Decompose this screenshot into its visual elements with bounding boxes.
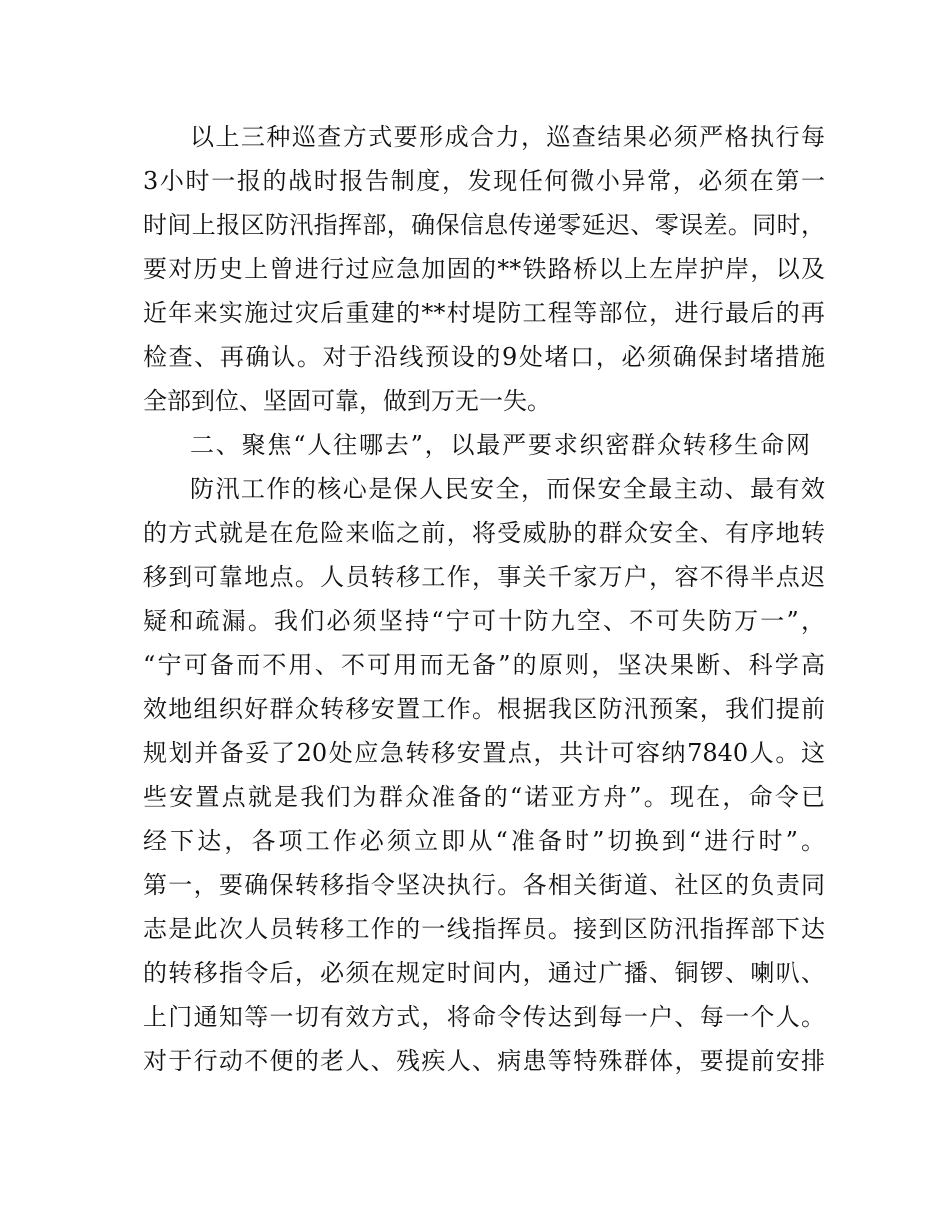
paragraph-1-line-2: 3小时一报的战时报告制度，发现任何微小异常，必须在第一 xyxy=(143,167,825,195)
paragraph-2-line-10: 第一，要确保转移指令坚决执行。各相关街道、社区的负责同 xyxy=(143,871,825,899)
paragraph-2-line-11: 志是此次人员转移工作的一线指挥员。接到区防汛指挥部下达 xyxy=(143,915,825,943)
paragraph-2-line-13: 上门通知等一切有效方式，将命令传达到每一户、每一个人。 xyxy=(143,1003,825,1031)
paragraph-2-line-3: 移到可靠地点。人员转移工作，事关千家万户，容不得半点迟 xyxy=(143,563,825,591)
paragraph-1-line-4: 要对历史上曾进行过应急加固的**铁路桥以上左岸护岸，以及 xyxy=(143,255,825,283)
paragraph-2-line-12: 的转移指令后，必须在规定时间内，通过广播、铜锣、喇叭、 xyxy=(143,959,825,987)
paragraph-1-line-3: 时间上报区防汛指挥部，确保信息传递零延迟、零误差。同时， xyxy=(143,211,825,239)
paragraph-2-line-2: 的方式就是在危险来临之前，将受威胁的群众安全、有序地转 xyxy=(143,519,825,547)
paragraph-1-line-6: 检查、再确认。对于沿线预设的9处堵口，必须确保封堵措施 xyxy=(143,343,825,371)
paragraph-2-line-5: “宁可备而不用、不可用而无备”的原则，坚决果断、科学高 xyxy=(143,651,825,679)
section-heading-2: 二、聚焦“人往哪去”，以最严要求织密群众转移生命网 xyxy=(190,431,810,459)
paragraph-2-line-14: 对于行动不便的老人、残疾人、病患等特殊群体，要提前安排 xyxy=(143,1047,825,1075)
paragraph-1-line-5: 近年来实施过灾后重建的**村堤防工程等部位，进行最后的再 xyxy=(143,299,825,327)
paragraph-1-line-1: 以上三种巡查方式要形成合力，巡查结果必须严格执行每 xyxy=(190,123,825,151)
paragraph-2-line-7: 规划并备妥了20处应急转移安置点，共计可容纳7840人。这 xyxy=(143,739,825,767)
paragraph-2-line-8: 些安置点就是我们为群众准备的“诺亚方舟”。现在，命令已 xyxy=(143,783,825,811)
paragraph-2-line-6: 效地组织好群众转移安置工作。根据我区防汛预案，我们提前 xyxy=(143,695,825,723)
paragraph-2-line-9: 经下达，各项工作必须立即从“准备时”切换到“进行时”。 xyxy=(143,827,825,855)
paragraph-1-line-7: 全部到位、坚固可靠，做到万无一失。 xyxy=(143,387,551,415)
paragraph-2-line-1: 防汛工作的核心是保人民安全，而保安全最主动、最有效 xyxy=(190,475,825,503)
paragraph-2-line-4: 疑和疏漏。我们必须坚持“宁可十防九空、不可失防万一”， xyxy=(143,607,825,635)
